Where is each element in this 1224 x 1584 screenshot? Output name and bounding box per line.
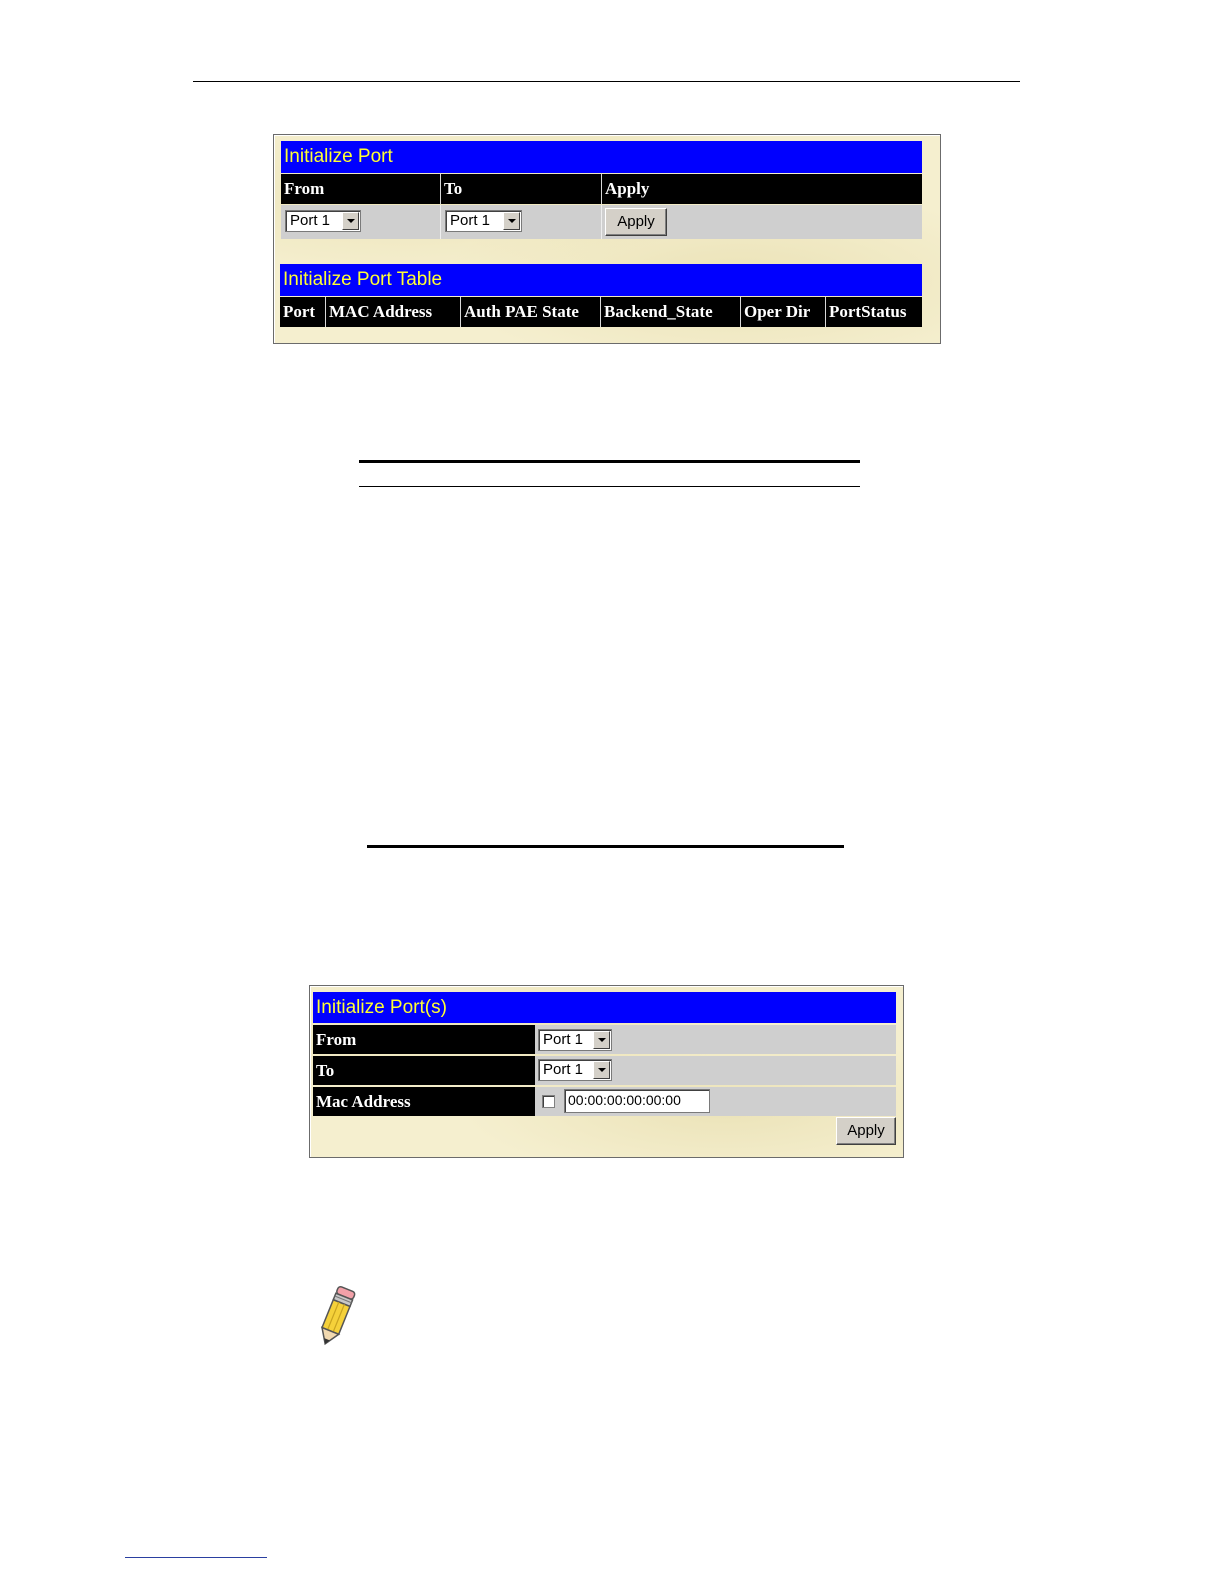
table-header-rule	[359, 486, 860, 487]
to-port-value: Port 1	[450, 212, 491, 229]
initialize-ports-panel	[309, 985, 904, 1158]
from-label: From	[313, 1025, 535, 1054]
col-mac-address: MAC Address	[326, 297, 461, 327]
col-oper-dir: Oper Dir	[741, 297, 826, 327]
from-port-value: Port 1	[543, 1031, 584, 1048]
footer-rule	[125, 1557, 267, 1558]
mac-address-label: Mac Address	[313, 1087, 535, 1116]
panel-title: Initialize Port	[281, 141, 922, 173]
chevron-down-icon[interactable]	[593, 1061, 610, 1079]
to-port-select[interactable]	[445, 210, 522, 232]
to-header: To	[441, 174, 602, 204]
apply-header: Apply	[602, 174, 922, 204]
apply-button[interactable]: Apply	[605, 208, 667, 236]
to-label: To	[313, 1056, 535, 1085]
col-port-status: PortStatus	[826, 297, 922, 327]
pencil-icon	[308, 1283, 364, 1351]
to-port-value: Port 1	[543, 1061, 584, 1078]
section-rule	[367, 845, 844, 848]
from-port-select[interactable]	[285, 210, 361, 232]
col-backend-state: Backend_State	[601, 297, 741, 327]
col-auth-pae-state: Auth PAE State	[461, 297, 601, 327]
from-port-select[interactable]	[538, 1029, 612, 1051]
table-top-rule	[359, 460, 860, 463]
chevron-down-icon[interactable]	[342, 212, 359, 230]
mac-address-input[interactable]: 00:00:00:00:00:00	[564, 1089, 710, 1113]
from-port-value: Port 1	[290, 212, 331, 229]
initialize-port-panel	[273, 134, 941, 344]
col-port: Port	[280, 297, 326, 327]
header-rule	[193, 81, 1020, 82]
from-header: From	[281, 174, 441, 204]
to-port-select[interactable]	[538, 1059, 612, 1081]
apply-button[interactable]: Apply	[836, 1117, 896, 1145]
panel-title: Initialize Port(s)	[313, 992, 896, 1023]
mac-address-checkbox[interactable]	[542, 1095, 555, 1108]
table-title: Initialize Port Table	[280, 264, 922, 296]
chevron-down-icon[interactable]	[503, 212, 520, 230]
chevron-down-icon[interactable]	[593, 1031, 610, 1049]
